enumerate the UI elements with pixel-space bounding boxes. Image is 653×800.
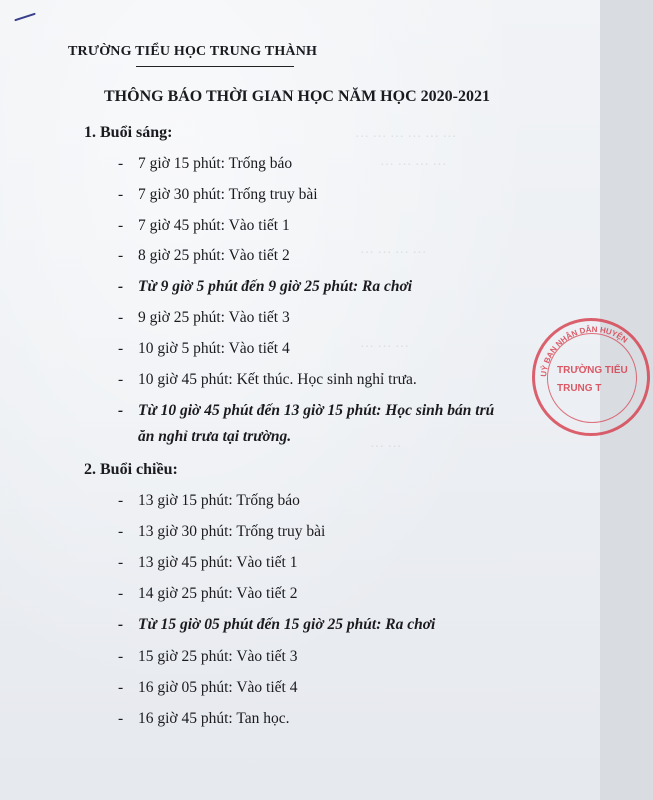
list-dash: - <box>118 710 124 727</box>
list-dash: - <box>118 340 124 357</box>
document-title: THÔNG BÁO THỜI GIAN HỌC NĂM HỌC 2020-2021 <box>104 88 490 105</box>
morning-heading: 1. Buổi sáng: <box>84 124 173 141</box>
schedule-item-lunch <box>118 402 494 420</box>
schedule-item-text: 10 giờ 5 phút: Vào tiết 4 <box>138 340 290 357</box>
schedule-item <box>118 554 297 572</box>
schedule-item-text: 15 giờ 25 phút: Vào tiết 3 <box>138 648 298 665</box>
schedule-item <box>118 340 290 358</box>
schedule-item <box>118 155 292 173</box>
schedule-item-text: 13 giờ 30 phút: Trống truy bài <box>138 523 326 540</box>
schedule-item-text: Từ 9 giờ 5 phút đến 9 giờ 25 phút: Ra chơi <box>138 278 413 295</box>
schedule-item-text: 9 giờ 25 phút: Vào tiết 3 <box>138 309 290 326</box>
list-dash: - <box>118 186 124 203</box>
schedule-item <box>118 247 290 265</box>
bleed-through-text: ··· ··· ··· ··· ··· ··· <box>355 130 457 145</box>
schedule-item <box>118 585 297 603</box>
bleed-through-text: ··· ··· <box>370 440 402 455</box>
list-dash: - <box>118 309 124 326</box>
bleed-through-text: ··· ··· ··· <box>360 340 409 355</box>
list-dash: - <box>118 648 124 665</box>
school-name-underline <box>136 66 294 67</box>
bleed-through-text: ··· ··· ··· ··· <box>360 246 427 261</box>
schedule-item-text: 7 giờ 30 phút: Trống truy bài <box>138 186 318 203</box>
school-seal-arc-textpath: UỶ BAN NHÂN DÂN HUYỆN <box>539 324 630 378</box>
school-seal-stamp <box>532 318 650 436</box>
list-dash: - <box>118 523 124 540</box>
schedule-item-continuation: ăn nghỉ trưa tại trường. <box>138 428 292 445</box>
list-dash: - <box>118 679 124 696</box>
schedule-item-text: Từ 10 giờ 45 phút đến 13 giờ 15 phút: Học sinh bán trú <box>138 402 495 419</box>
schedule-item <box>118 217 290 235</box>
schedule-item-text: 8 giờ 25 phút: Vào tiết 2 <box>138 247 290 264</box>
schedule-item-break <box>118 278 412 296</box>
list-dash: - <box>118 371 124 388</box>
list-dash: - <box>118 554 124 571</box>
schedule-item-text: 13 giờ 45 phút: Vào tiết 1 <box>138 554 298 571</box>
list-dash: - <box>118 402 124 419</box>
schedule-item <box>118 186 318 204</box>
schedule-item-text: 16 giờ 45 phút: Tan học. <box>138 710 290 727</box>
bleed-through-text: ··· ··· ··· ··· <box>380 158 447 173</box>
school-seal-line2: TRUNG T <box>557 383 602 394</box>
schedule-item <box>118 523 325 541</box>
schedule-item-break <box>118 616 435 634</box>
afternoon-heading: 2. Buổi chiều: <box>84 461 178 478</box>
schedule-item <box>118 309 290 327</box>
list-dash: - <box>118 616 124 633</box>
list-dash: - <box>118 278 124 295</box>
list-dash: - <box>118 492 124 509</box>
pen-mark <box>14 13 36 22</box>
schedule-item <box>118 710 289 728</box>
schedule-item-text: 14 giờ 25 phút: Vào tiết 2 <box>138 585 298 602</box>
schedule-item-text: Từ 15 giờ 05 phút đến 15 giờ 25 phút: Ra chơi <box>138 616 436 633</box>
list-dash: - <box>118 217 124 234</box>
schedule-item-text: 16 giờ 05 phút: Vào tiết 4 <box>138 679 298 696</box>
school-name: TRƯỜNG TIỂU HỌC TRUNG THÀNH <box>68 44 318 59</box>
schedule-item-text: 10 giờ 45 phút: Kết thúc. Học sinh nghỉ trưa. <box>138 371 417 388</box>
schedule-item <box>118 492 300 510</box>
schedule-item <box>118 648 297 666</box>
list-dash: - <box>118 585 124 602</box>
schedule-item-text: 7 giờ 45 phút: Vào tiết 1 <box>138 217 290 234</box>
schedule-item-text: 13 giờ 15 phút: Trống báo <box>138 492 300 509</box>
list-dash: - <box>118 155 124 172</box>
schedule-item <box>118 679 297 697</box>
list-dash: - <box>118 247 124 264</box>
schedule-item <box>118 371 417 389</box>
school-seal-outer-text <box>535 321 653 439</box>
schedule-item-text: 7 giờ 15 phút: Trống báo <box>138 155 293 172</box>
school-seal-line1: TRƯỜNG TIỂU <box>557 365 628 376</box>
